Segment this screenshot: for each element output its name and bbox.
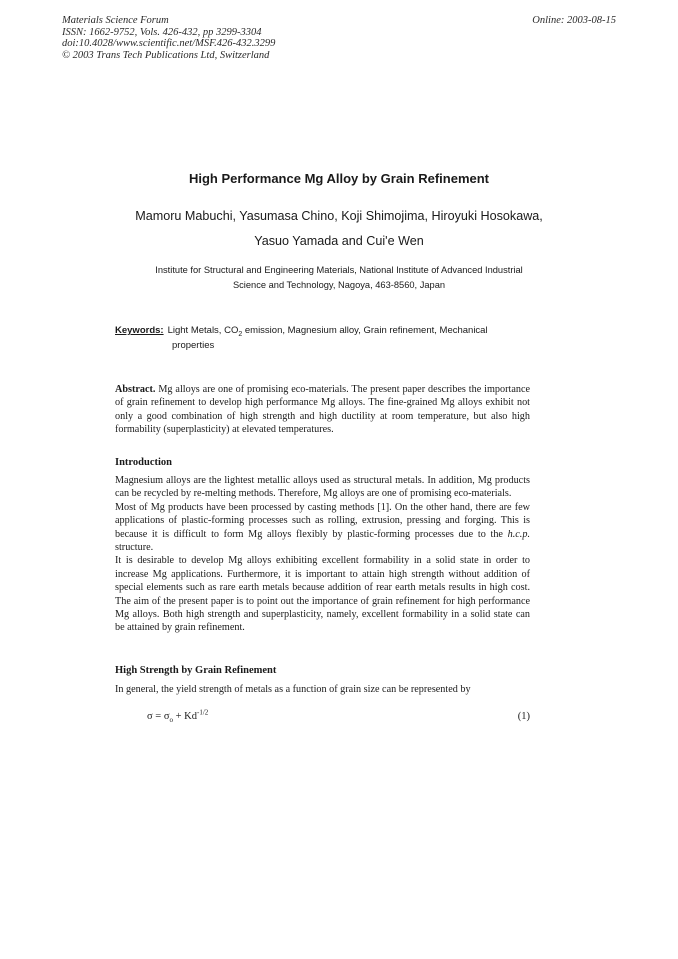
equation-number: (1) <box>517 711 530 722</box>
abstract-text: Mg alloys are one of promising eco-materials. The present paper describes the importance of grain refinement to develop high performance Mg alloys. The fine-grained Mg alloys exhibit not only a good combination of high strength and high ductility at room temperature, but also high formability (superplasticity) at elevated temperatures. <box>115 384 530 436</box>
paper-title: High Performance Mg Alloy by Grain Refinement <box>188 171 489 186</box>
intro-paragraph-3: It is desirable to develop Mg alloys exhibiting excellent formability in a solid state in order to increase Mg applications. Furthermore, it is important to attain high strength without addition of special elements such as rare earth metals because addition of rear earth metals results in high cost. The aim of the present paper is to point out the importance of grain refinement for high performance Mg alloys. Both high strength and superplasticity, namely, excellent formability in a solid state can be attained by grain refinement. <box>115 555 530 634</box>
author-list <box>0 204 678 254</box>
journal-header <box>62 15 616 61</box>
doi-line[interactable]: doi:10.4028/www.scientific.net/MSF.426-432.3299 <box>62 38 276 50</box>
online-date: Online: 2003-08-15 <box>532 15 616 26</box>
affiliation <box>0 263 678 292</box>
introduction-body <box>115 474 530 635</box>
high-strength-body: In general, the yield strength of metals as a function of grain size can be represented by <box>115 684 471 695</box>
issn-line: ISSN: 1662-9752, Vols. 426-432, pp 3299-3304 <box>62 26 262 38</box>
intro-paragraph-1: Magnesium alloys are the lightest metallic alloys used as structural metals. In addition, Mg products can be recycled by re-melting methods. Therefore, Mg alloys are one of promising eco-materials. <box>115 475 530 500</box>
authors-line-2: Yasuo Yamada and Cui'e Wen <box>254 234 424 248</box>
introduction-heading: Introduction <box>115 457 172 468</box>
equation-1 <box>147 708 530 725</box>
authors-line-1: Mamoru Mabuchi, Yasumasa Chino, Koji Shimojima, Hiroyuki Hosokawa, <box>135 209 543 223</box>
keywords-block <box>115 324 530 353</box>
equation-expression: $\sigma = \sigma_o + Kd^{-1/2}$ <box>147 708 209 725</box>
intro-paragraph-2: Most of Mg products have been processed by casting methods [1]. On the other hand, there are few applications of plastic-forming processes such as rolling, extrusion, pressing and forging. This is because it is difficult to form Mg alloys flexibly by plastic-forming processes due to the h.c.p. structure. <box>115 501 530 554</box>
keywords-label: Keywords: <box>115 325 164 336</box>
keywords-line-2: properties <box>172 339 215 351</box>
abstract <box>115 383 530 437</box>
abstract-label: Abstract. <box>115 384 156 395</box>
affiliation-line-2: Science and Technology, Nagoya, 463-8560, Japan <box>232 279 446 290</box>
journal-name: Materials Science Forum <box>62 15 169 26</box>
keywords-text: Light Metals, $CO_2$ emission, Magnesium alloy, Grain refinement, Mechanical <box>167 325 488 338</box>
copyright-line: © 2003 Trans Tech Publications Ltd, Switzerland <box>62 49 270 61</box>
high-strength-heading: High Strength by Grain Refinement <box>115 665 277 676</box>
affiliation-line-1: Institute for Structural and Engineering Materials, National Institute of Advanced Industrial <box>155 265 523 275</box>
